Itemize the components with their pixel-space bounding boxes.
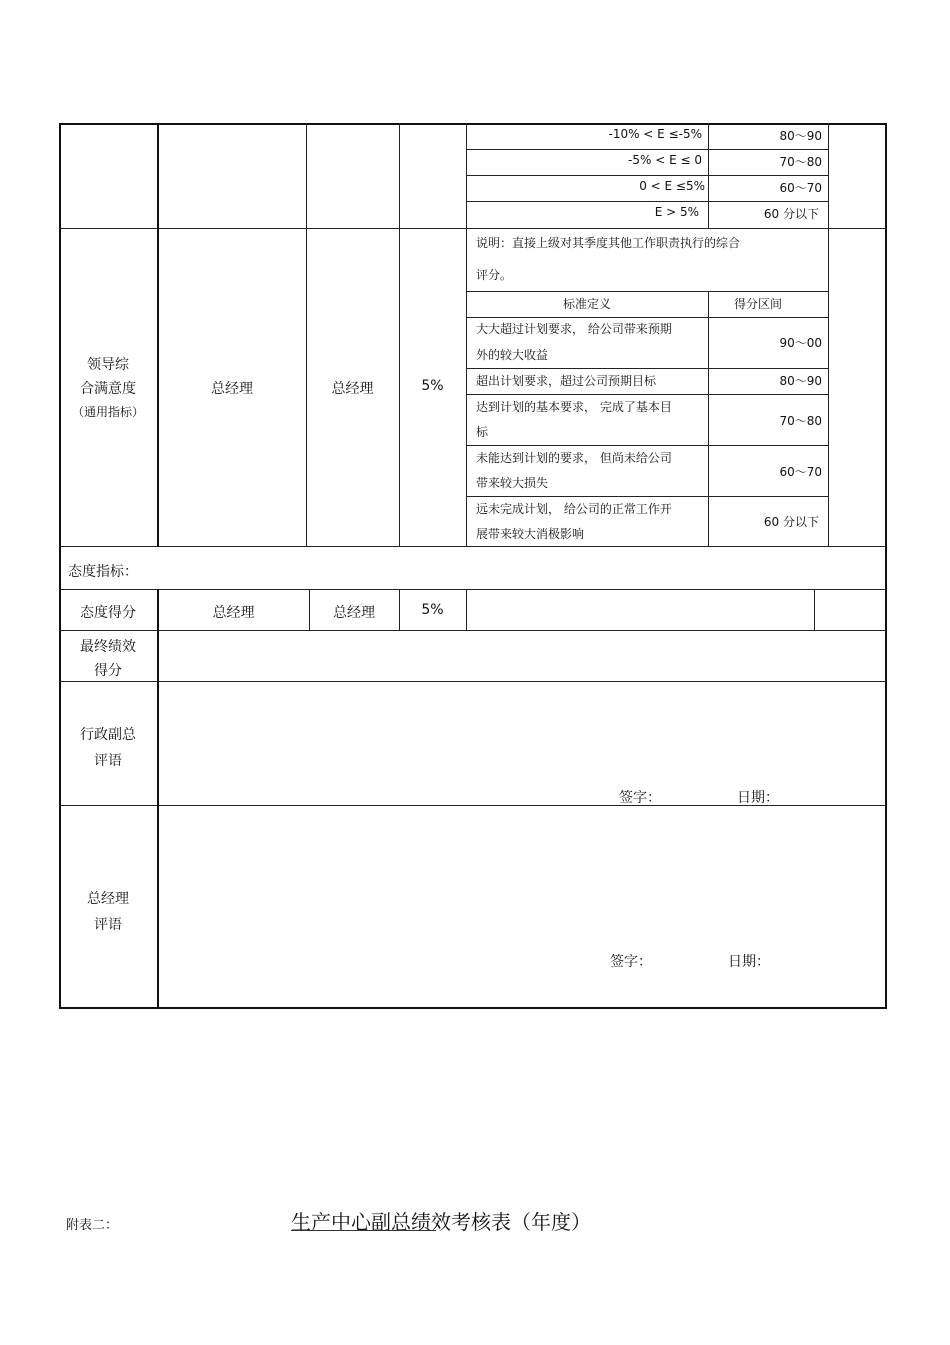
indicator-name-line2: 合满意度 bbox=[80, 381, 136, 397]
row-divider bbox=[466, 445, 828, 446]
definition-line1: 超出计划要求，超过公司预期目标 bbox=[476, 374, 657, 388]
range-condition: -10% < E ≤-5% bbox=[608, 127, 702, 141]
definition-line1: 远未完成计划， 给公司的正常工作开 bbox=[476, 502, 672, 516]
assessor: 总经理 bbox=[211, 381, 253, 397]
definition-line1: 达到计划的基本要求， 完成了基本目 bbox=[476, 400, 672, 414]
row-divider bbox=[466, 291, 828, 292]
gm-comment-label-line2: 评语 bbox=[94, 917, 122, 933]
admin-date-label: 日期： bbox=[737, 790, 779, 806]
row-divider bbox=[466, 149, 828, 150]
table-right-border bbox=[885, 123, 887, 1009]
range-score: 60 分以下 bbox=[763, 207, 819, 221]
attitude-weight: 5% bbox=[421, 602, 444, 618]
col-divider bbox=[466, 123, 467, 547]
col-divider bbox=[157, 589, 159, 1008]
col-divider bbox=[157, 123, 159, 547]
col-divider bbox=[814, 589, 815, 631]
row-divider bbox=[59, 228, 886, 229]
gm-comment-field[interactable] bbox=[160, 808, 884, 948]
col-divider bbox=[828, 123, 829, 547]
range-condition: 0 < E ≤5% bbox=[639, 179, 705, 193]
col-divider bbox=[708, 291, 709, 547]
range-score: 60～70 bbox=[779, 181, 822, 195]
col-divider bbox=[306, 123, 307, 547]
table-left-border bbox=[59, 123, 61, 1009]
admin-sign-label: 签字： bbox=[619, 790, 661, 806]
table-bottom-border bbox=[59, 1007, 887, 1009]
indicator-name-line1: 领导综 bbox=[87, 357, 129, 373]
note-line2: 评分。 bbox=[476, 268, 513, 282]
attitude-assessor: 总经理 bbox=[212, 605, 255, 621]
definition-line2: 标 bbox=[476, 425, 489, 439]
score-range: 60～70 bbox=[779, 465, 822, 479]
weight: 5% bbox=[421, 378, 444, 394]
admin-comment-label-line1: 行政副总 bbox=[80, 727, 136, 743]
note-line1: 说明：直接上级对其季度其他工作职责执行的综合 bbox=[476, 236, 741, 250]
attitude-section-label: 态度指标： bbox=[68, 564, 138, 580]
admin-comment-label-line2: 评语 bbox=[94, 753, 122, 769]
header-score: 得分区间 bbox=[733, 297, 782, 311]
row-divider bbox=[466, 201, 828, 202]
range-condition: E > 5% bbox=[654, 205, 699, 219]
definition-line1: 未能达到计划的要求， 但尚未给公司 bbox=[476, 451, 672, 465]
indicator-subtitle: （通用指标） bbox=[71, 405, 144, 419]
admin-comment-field[interactable] bbox=[160, 684, 884, 780]
attitude-score-field[interactable] bbox=[468, 591, 813, 629]
col-divider bbox=[466, 589, 467, 631]
range-condition: -5% < E ≤ 0 bbox=[628, 153, 702, 167]
gm-date-label: 日期： bbox=[728, 954, 770, 970]
attitude-score-label: 态度得分 bbox=[80, 605, 136, 621]
row-divider bbox=[59, 546, 886, 547]
attitude-points-field[interactable] bbox=[816, 591, 884, 629]
final-score-label-line2: 得分 bbox=[94, 663, 122, 679]
score-range: 60 分以下 bbox=[763, 515, 819, 529]
range-score: 80～90 bbox=[779, 129, 822, 143]
attachment-label: 附表二： bbox=[66, 1218, 119, 1233]
row-divider bbox=[59, 681, 886, 682]
row-divider bbox=[59, 589, 886, 590]
definition-line2: 展带来较大消极影响 bbox=[476, 527, 585, 541]
gm-comment-label-line1: 总经理 bbox=[87, 891, 129, 907]
row-divider bbox=[466, 317, 828, 318]
score-range: 70～80 bbox=[779, 414, 822, 428]
row-divider bbox=[466, 368, 828, 369]
row-divider bbox=[466, 394, 828, 395]
approver: 总经理 bbox=[331, 381, 374, 397]
score-range: 90～00 bbox=[779, 336, 822, 350]
col-divider bbox=[399, 123, 400, 547]
row-divider bbox=[466, 175, 828, 176]
definition-line1: 大大超过计划要求， 给公司带来预期 bbox=[476, 322, 672, 336]
title-underline bbox=[291, 1230, 436, 1231]
form-title-text: 生产中心副总绩效考核表（年度） bbox=[291, 1210, 591, 1234]
attitude-approver: 总经理 bbox=[333, 605, 375, 621]
final-score-field[interactable] bbox=[160, 632, 884, 680]
final-score-label-line1: 最终绩效 bbox=[80, 639, 136, 655]
gm-sign-label: 签字： bbox=[610, 954, 652, 970]
row-divider bbox=[466, 496, 828, 497]
score-range: 80～90 bbox=[779, 374, 822, 388]
definition-line2: 带来较大损失 bbox=[476, 476, 549, 490]
header-definition: 标准定义 bbox=[562, 297, 611, 311]
row-divider bbox=[59, 630, 886, 631]
range-score: 70～80 bbox=[779, 155, 822, 169]
definition-line2: 外的较大收益 bbox=[476, 348, 549, 362]
table-top-border bbox=[59, 123, 887, 125]
